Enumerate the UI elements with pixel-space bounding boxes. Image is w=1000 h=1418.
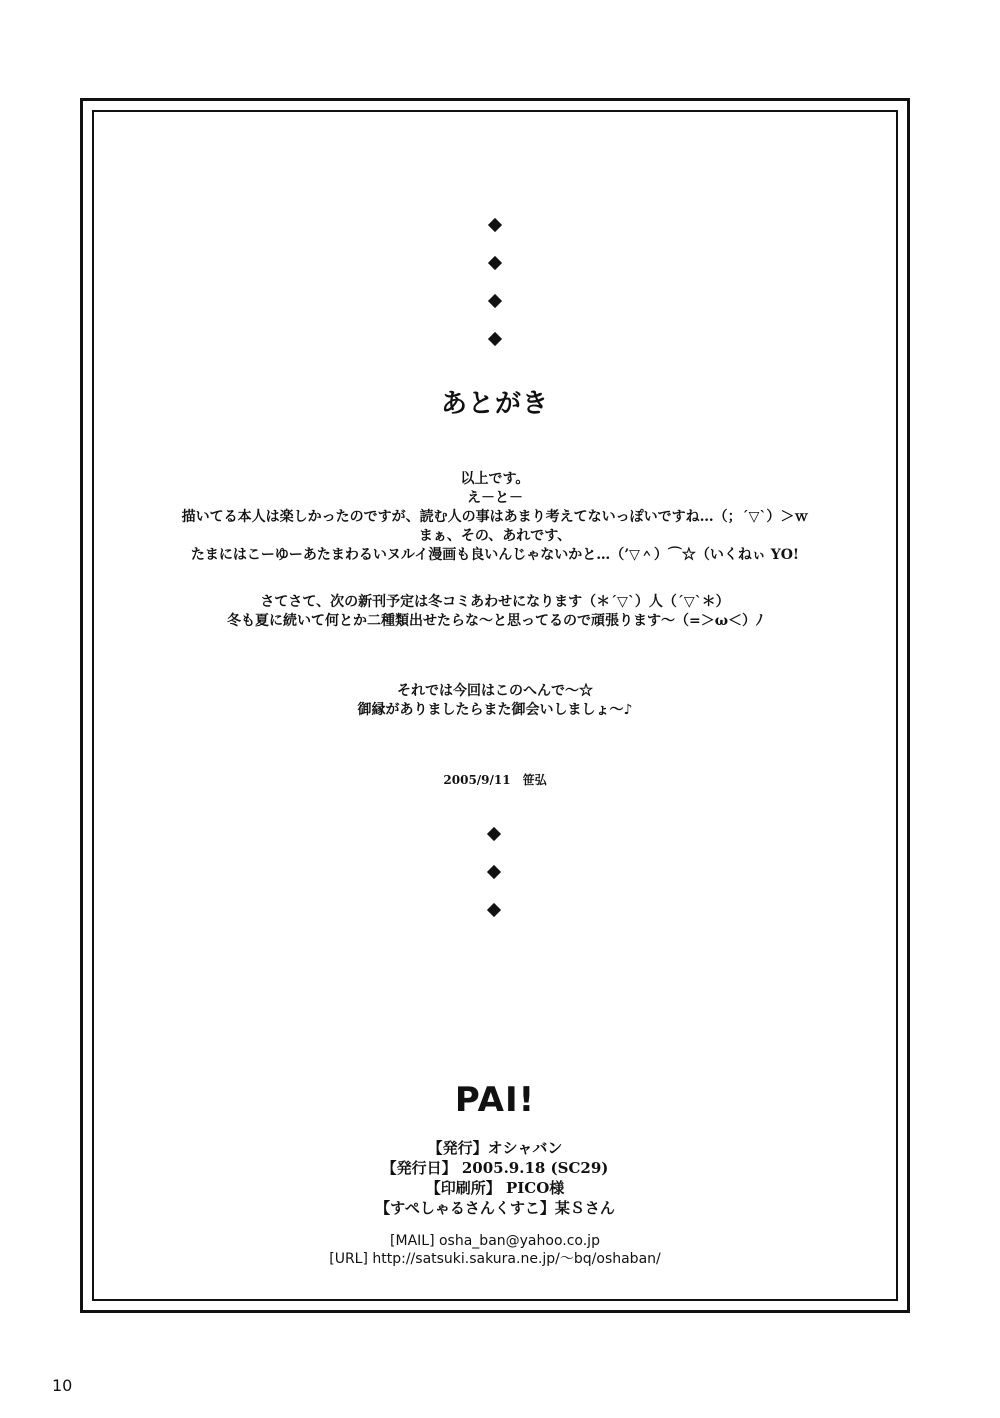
colophon-date: 【発行日】 2005.9.18 (SC29) (381, 1159, 609, 1177)
text-line: それでは今回はこのへんで～☆ (397, 683, 593, 699)
colophon-block (92, 1138, 898, 1218)
contact-mail: [MAIL] osha_ban@yahoo.co.jp (390, 1233, 600, 1249)
text-line: 描いてる本人は楽しかったのですが、読む人の事はあまり考えてないっぽいですね…（；´▽`）＞ｗ (181, 509, 809, 525)
text-line: 冬も夏に続いて何とか二種類出せたらな～と思ってるので頑張ります～（=＞ω＜）ﾉ (226, 613, 764, 629)
book-title-logo: PAI! (454, 1080, 536, 1120)
contact-block (92, 1232, 898, 1268)
page-number: 10 (52, 1376, 73, 1395)
afterword-signature: 2005/9/11 笹弘 (443, 773, 547, 787)
text-line: 以上です。 (460, 471, 530, 487)
text-line: さてさて、次の新刊予定は冬コミあわせになります（＊´▽`）人（´▽`＊） (260, 594, 730, 610)
afterword-title: あとがき (440, 389, 549, 419)
text-line: たまにはこーゆーあたまわるいヌルイ漫画も良いんじゃないかと…（’▽＾）⌒☆（いくねぃ YO! (190, 547, 800, 563)
colophon-thanks: 【すぺしゃるさんくすこ】某Ｓさん (375, 1199, 615, 1217)
text-line: え－と－ (467, 490, 523, 506)
afterword-paragraph-1 (92, 470, 898, 565)
contact-url: [URL] http://satsuki.sakura.ne.jp/～bq/oshaban/ (329, 1251, 661, 1267)
afterword-paragraph-3 (92, 682, 898, 720)
text-line: 御縁がありましたらまた御会いしましょ～♪ (357, 702, 633, 718)
colophon-printer: 【印刷所】 PICO様 (425, 1179, 565, 1197)
colophon-publisher: 【発行】オシャバン (427, 1139, 563, 1157)
afterword-paragraph-2 (92, 593, 898, 631)
text-line: まぁ、その、あれです、 (418, 528, 572, 544)
